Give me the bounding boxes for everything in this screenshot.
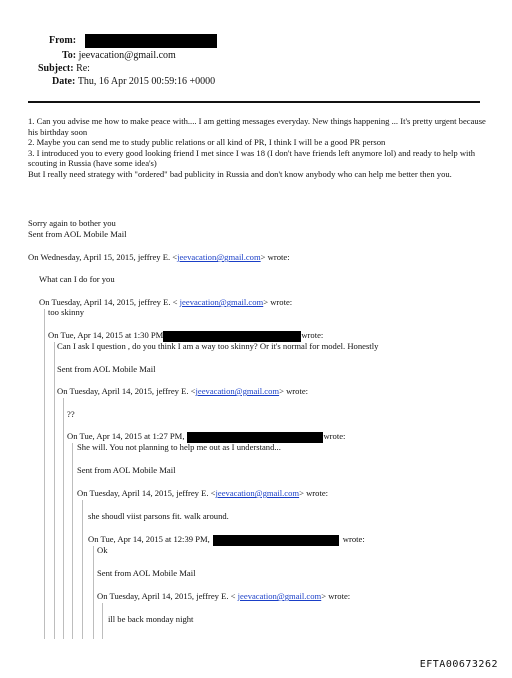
quote-header-6: On Tuesday, April 14, 2015, jeffrey E. <jeevacation@gmail.com> wrote: [77, 488, 329, 498]
quote-body-4: ?? [67, 409, 75, 419]
quote-header-4: On Tuesday, April 14, 2015, jeffrey E. <jeevacation@gmail.com> wrote: [57, 386, 309, 396]
email-link-6[interactable]: jeevacation@gmail.com [215, 488, 300, 498]
quote-body-5: She will. You not planning to help me out as I understand... [77, 442, 281, 452]
signature-line: Sent from AOL Mobile Mail [28, 229, 127, 239]
subject-row [38, 63, 90, 74]
date-row [52, 76, 215, 87]
quote-bar-4 [72, 443, 73, 639]
from-label: From: [49, 35, 77, 47]
quote-bar-7 [102, 603, 103, 639]
document-id: EFTA00673262 [419, 659, 498, 670]
redacted-name-2 [187, 432, 323, 443]
redacted-name-1 [163, 331, 301, 342]
header-divider [28, 101, 480, 103]
to-value: jeevacation@gmail.com [78, 50, 176, 61]
redacted-sender [85, 34, 217, 48]
quote-body-8: ill be back monday night [108, 614, 194, 624]
quote-body-1: What can I do for you [39, 274, 115, 284]
quote-header-5: On Tue, Apr 14, 2015 at 1:27 PM, wrote: [67, 431, 346, 441]
subject-value: Re: [76, 63, 90, 74]
body-point-3: 3. I introduced you to every good looking friend I met since I was 18 (I don't have friends left anymore lol) and ready to help with scouting in Russia (have some idea's) [28, 147, 476, 169]
quote-sig-7: Sent from AOL Mobile Mail [97, 568, 196, 578]
to-label: To: [62, 50, 77, 61]
quote-bar-2 [54, 342, 55, 639]
body-point-2: 2. Maybe you can send me to study public relations or all kind of PR, I think I will be a good PR person [28, 137, 386, 148]
quote-body-2: too skinny [48, 307, 85, 317]
quote-body-7: Ok [97, 545, 108, 555]
date-value: Thu, 16 Apr 2015 00:59:16 +0000 [77, 76, 216, 87]
quote-bar-5 [82, 500, 83, 639]
redacted-name-3 [213, 535, 339, 546]
body-point-4: But I really need strategy with "ordered" bad publicity in Russia and don't know anybody who can help me better then you. [28, 168, 452, 179]
quote-header-3: On Tue, Apr 14, 2015 at 1:30 PM wrote: [48, 330, 324, 340]
quote-bar-1 [44, 309, 45, 639]
from-row [49, 34, 217, 48]
date-label: Date: [52, 76, 76, 87]
subject-label: Subject: [38, 63, 74, 74]
to-row [62, 50, 176, 61]
sorry-line: Sorry again to bother you [28, 218, 116, 228]
message-body [28, 116, 490, 180]
email-link-8[interactable]: jeevacation@gmail.com [237, 591, 322, 601]
quote-body-3: Can I ask I question , do you think I am a way too skinny? Or it's normal for model. Honestly [57, 341, 379, 351]
email-link-4[interactable]: jeevacation@gmail.com [195, 386, 280, 396]
quote-header-2: On Tuesday, April 14, 2015, jeffrey E. < jeevacation@gmail.com> wrote: [39, 297, 293, 307]
quote-sig-3: Sent from AOL Mobile Mail [57, 364, 156, 374]
quote-sig-5: Sent from AOL Mobile Mail [77, 465, 176, 475]
quote-header-8: On Tuesday, April 14, 2015, jeffrey E. < jeevacation@gmail.com> wrote: [97, 591, 351, 601]
quote-header-1: On Wednesday, April 15, 2015, jeffrey E. <jeevacation@gmail.com> wrote: [28, 252, 290, 262]
quote-bar-3 [63, 398, 64, 639]
email-link-1[interactable]: jeevacation@gmail.com [177, 252, 261, 262]
quote-header-7: On Tue, Apr 14, 2015 at 12:39 PM, wrote: [88, 534, 365, 544]
body-point-1: 1. Can you advise me how to make peace with.... I am getting messages everyday. New things happening ... It's pretty urgent because his birthday soon [28, 116, 486, 137]
email-link-2[interactable]: jeevacation@gmail.com [179, 297, 264, 307]
quote-bar-6 [93, 546, 94, 639]
quote-body-6: she shoudl viist parsons fit. walk around. [88, 511, 229, 521]
